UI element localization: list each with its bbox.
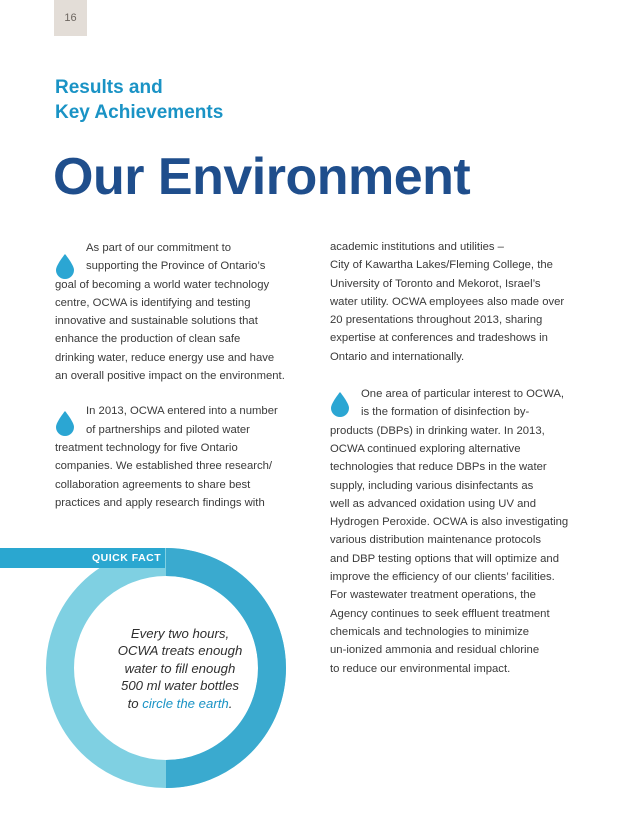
quick-fact-highlight: circle the earth <box>142 695 229 711</box>
page-number: 16 <box>64 12 77 24</box>
section-title <box>55 75 223 125</box>
section-title-line1: Results and <box>55 77 163 98</box>
right-column <box>330 238 582 695</box>
paragraph-partnerships: In 2013, OCWA entered into a number of partnerships and piloted water treatment technology for five Ontario companies. We established three research/ collaboration agreements to share best practices and apply research findings with <box>55 405 278 509</box>
page-title: Our Environment <box>53 148 471 206</box>
paragraph-dbps: One area of particular interest to OCWA, is the formation of disinfection by- products (DBPs) in drinking water. In 2013, OCWA continued exploring alternative technologies that reduce DBPs in the water supply, including various disinfectants as well as advanced oxidation using UV and Hydrogen Peroxide. OCWA is also investigating various distribution maintenance protocols and DBP testing options that will optimize and improve the efficiency of our clients’ facilities. For wastewater treatment operations, the Agency continues to seek effluent treatment chemicals and technologies to minimize un-ionized ammonia and residual chlorine to reduce our environmental impact. <box>330 388 569 675</box>
paragraph-academic: academic institutions and utilities – City of Kawartha Lakes/Fleming College, the University of Toronto and Mekorot, Israel’s water utility. OCWA employees also made over 20 presentations throughout 2013, sharing expertise at conferences and tradeshows in Ontario and internationally. <box>330 241 565 363</box>
quick-fact-label: QUICK FACT <box>92 552 162 564</box>
section-title-line2: Key Achievements <box>55 102 224 123</box>
page-number-tab <box>54 0 87 36</box>
left-column <box>55 242 298 529</box>
paragraph-commitment: As part of our commitment to supporting the Province of Ontario’s goal of becoming a world water technology centre, OCWA is identifying and testing innovative and sustainable solutions that enhance the production of clean safe drinking water, reduce energy use and have an overall positive impact on the environment. <box>55 242 285 383</box>
quick-fact-statement: Every two hours, OCWA treats enough water to fill enough 500 ml water bottles to circle the earth. <box>117 626 243 711</box>
